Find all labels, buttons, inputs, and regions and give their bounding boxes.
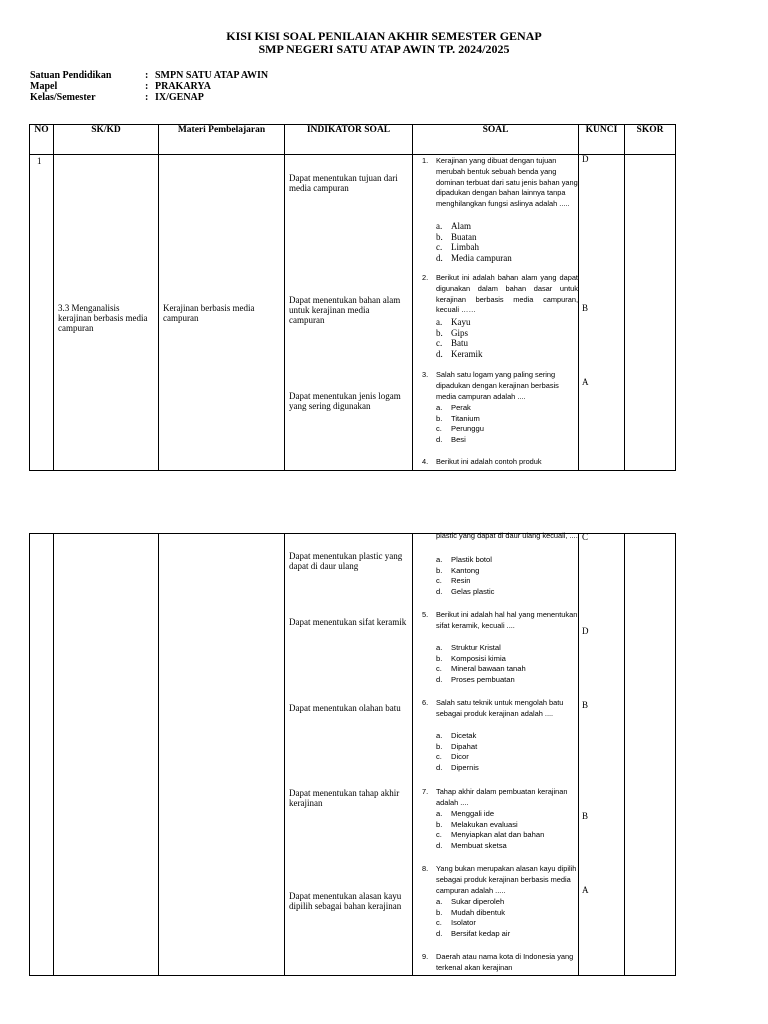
header-soal: SOAL xyxy=(413,125,579,155)
answer-key: D xyxy=(582,154,589,164)
options-list xyxy=(436,555,494,597)
meta-label: Kelas/Semester xyxy=(30,92,96,103)
option-item: a. Plastik botol xyxy=(436,555,492,564)
option-item: a. Dicetak xyxy=(436,731,477,740)
question-text: Berikut ini adalah contoh produk xyxy=(436,457,542,466)
options-list xyxy=(436,643,526,685)
cell-skor xyxy=(625,155,676,471)
option-item: b. Komposisi kimia xyxy=(436,653,506,663)
header-materi: Materi Pembelajaran xyxy=(159,125,285,155)
options-list xyxy=(436,731,479,773)
answer-key: C xyxy=(582,532,589,542)
cell-indikator xyxy=(285,534,413,976)
question-text: Berikut ini adalah hal hal yang menentukan sifat keramik, kecuali .... xyxy=(436,610,578,630)
option-item: d. Keramik xyxy=(436,348,483,359)
option-item: a. Kayu xyxy=(436,317,471,327)
answer-key: A xyxy=(582,377,589,387)
question-number: 3. xyxy=(422,370,429,379)
meta-value: SMPN SATU ATAP AWIN xyxy=(155,70,269,81)
meta-label: Satuan Pendidikan xyxy=(30,70,112,81)
option-item: c. Resin xyxy=(436,576,471,586)
option-item: c. Limbah xyxy=(436,242,479,253)
options-list xyxy=(436,809,544,851)
cell-no xyxy=(30,155,54,471)
row-number: 1 xyxy=(37,156,42,166)
option-item: a. Struktur Kristal xyxy=(436,643,501,652)
cell-sk-kd xyxy=(54,155,159,471)
question-text: Berikut ini adalah bahan alam yang dapat digunakan dalam bahan dasar untuk kerajinan berbasis media campuran, kecuali …… xyxy=(436,273,578,315)
indicator-text: Dapat menentukan plastic yang dapat di daur ulang xyxy=(289,551,403,571)
materi-text: Kerajinan berbasis media campuran xyxy=(163,303,255,323)
meta-separator: : xyxy=(145,81,149,92)
meta-row-subject xyxy=(30,81,211,92)
options-list xyxy=(436,403,484,445)
header-indikator: INDIKATOR SOAL xyxy=(285,125,413,155)
option-item: a. Alam xyxy=(436,221,471,231)
indicator-text: Dapat menentukan tahap akhir kerajinan xyxy=(289,788,400,808)
option-item: d. Dipernis xyxy=(436,762,479,772)
sk-kd-text: 3.3 Menganalisis kerajinan berbasis media campuran xyxy=(58,303,148,333)
meta-value: IX/GENAP xyxy=(155,92,204,103)
cell-sk-kd xyxy=(54,534,159,976)
meta-row-school xyxy=(30,70,268,81)
document-title-line1: KISI KISI SOAL PENILAIAN AKHIR SEMESTER GENAP xyxy=(226,29,542,43)
answer-key: D xyxy=(582,626,589,636)
option-item: d. Membuat sketsa xyxy=(436,840,507,850)
option-item: a. Menggali ide xyxy=(436,809,495,818)
header-kunci: KUNCI xyxy=(579,125,625,155)
meta-separator: : xyxy=(145,70,149,81)
indicator-text: Dapat menentukan olahan batu xyxy=(289,703,401,713)
indicator-text: Dapat menentukan tujuan dari media campuran xyxy=(289,173,398,193)
cell-soal xyxy=(413,531,579,976)
document-title-line2: SMP NEGERI SATU ATAP AWIN TP. 2024/2025 xyxy=(258,42,510,56)
meta-separator: : xyxy=(145,92,149,103)
cell-skor xyxy=(625,534,676,976)
question-number: 7. xyxy=(422,787,429,796)
table-row xyxy=(30,155,676,471)
options-list xyxy=(436,317,483,359)
question-number: 5. xyxy=(422,610,429,619)
option-item: b. Dipahat xyxy=(436,741,478,751)
question-text: Yang bukan merupakan alasan kayu dipilih sebagai produk kerajinan berbasis media campuran adalah ..... xyxy=(436,864,577,895)
header-skor: SKOR xyxy=(625,125,676,155)
option-item: c. Dicor xyxy=(436,752,469,762)
question-number: 2. xyxy=(422,273,429,282)
cell-no xyxy=(30,534,54,976)
question-number: 9. xyxy=(422,952,429,961)
option-item: b. Kantong xyxy=(436,565,480,575)
answer-key: B xyxy=(582,303,589,313)
meta-label: Mapel xyxy=(30,81,58,92)
answer-key: B xyxy=(582,700,589,710)
option-item: d. Bersifat kedap air xyxy=(436,928,511,938)
option-item: b. Mudah dibentuk xyxy=(436,907,506,917)
question-text: Salah satu teknik untuk mengolah batu sebagai produk kerajinan adalah .... xyxy=(436,698,564,718)
option-item: b. Titanium xyxy=(436,413,480,423)
option-item: d. Gelas plastic xyxy=(436,586,495,596)
answer-key: B xyxy=(582,811,589,821)
table-row xyxy=(30,534,676,976)
option-item: b. Buatan xyxy=(436,231,477,242)
option-item: b. Melakukan evaluasi xyxy=(436,819,518,829)
option-item: c. Isolator xyxy=(436,918,476,928)
option-item: c. Batu xyxy=(436,338,468,349)
option-item: c. Perunggu xyxy=(436,424,484,434)
question-text: Kerajinan yang dibuat dengan tujuan merubah bentuk sebuah benda yang dominan terbuat dari satu jenis bahan yang dipadukan dengan bahan lainnya tanpa menghilangkan fungsi aslinya adalah ..... xyxy=(436,156,578,209)
grid-table-page2 xyxy=(29,533,676,976)
meta-row-class xyxy=(30,92,204,103)
option-item: a. Perak xyxy=(436,403,471,412)
option-item: b. Gips xyxy=(436,327,469,338)
question-text: Daerah atau nama kota di Indonesia yang terkenal akan kerajinan xyxy=(436,952,574,972)
cell-materi xyxy=(159,534,285,976)
indicator-text: Dapat menentukan jenis logam yang sering digunakan xyxy=(289,391,401,411)
question-continued-text: plastic yang dapat di daur ulang kecuali, .... xyxy=(436,531,578,540)
meta-value: PRAKARYA xyxy=(155,81,211,92)
indicator-text: Dapat menentukan alasan kayu dipilih sebagai bahan kerajinan xyxy=(289,891,402,911)
question-text: Salah satu logam yang paling sering dipadukan dengan kerajinan berbasis media campuran adalah .... xyxy=(436,370,559,401)
answer-key: A xyxy=(582,885,589,895)
question-number: 6. xyxy=(422,698,429,707)
header-sk-kd: SK/KD xyxy=(54,125,159,155)
question-number: 8. xyxy=(422,864,429,873)
question-text: Tahap akhir dalam pembuatan kerajinan adalah .... xyxy=(436,787,568,807)
options-list xyxy=(436,897,510,939)
option-item: d. Proses pembuatan xyxy=(436,674,515,684)
indicator-text: Dapat menentukan sifat keramik xyxy=(289,617,407,627)
option-item: d. Besi xyxy=(436,434,466,444)
option-item: a. Sukar diperoleh xyxy=(436,897,505,906)
cell-indikator xyxy=(285,155,413,471)
options-list xyxy=(436,221,512,263)
cell-kunci xyxy=(579,155,625,471)
table-header-row xyxy=(30,125,676,155)
header-no: NO xyxy=(30,125,54,155)
option-item: c. Mineral bawaan tanah xyxy=(436,664,526,674)
option-item: d. Media campuran xyxy=(436,252,512,263)
option-item: c. Menyiapkan alat dan bahan xyxy=(436,830,545,840)
cell-materi xyxy=(159,155,285,471)
question-number: 1. xyxy=(422,156,429,165)
cell-kunci xyxy=(579,534,625,976)
grid-table-page1 xyxy=(29,124,676,471)
cell-soal xyxy=(413,155,579,471)
question-number: 4. xyxy=(422,457,429,466)
indicator-text: Dapat menentukan bahan alam untuk kerajinan media campuran xyxy=(289,295,401,325)
